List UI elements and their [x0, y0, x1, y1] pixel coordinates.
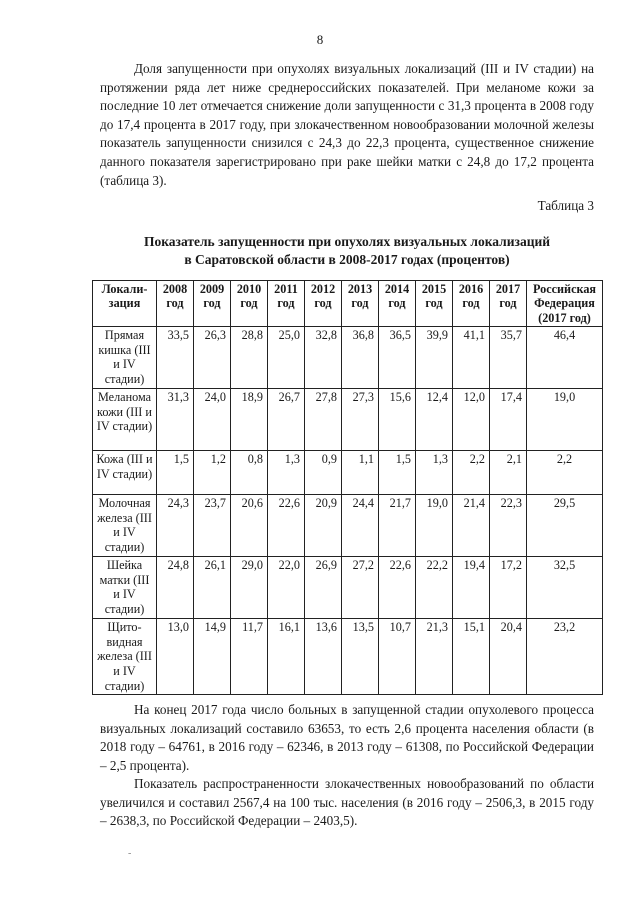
rf-value-cell: 19,0	[527, 389, 603, 451]
localization-cell: Молочная железа (III и IV стадии)	[93, 495, 157, 557]
paragraph-neglect-share: Доля запущенности при опухолях визуальных локализаций (III и IV стадии) на протяжении ряда лет ниже среднероссийских показателей. При меланоме кожи за последние 10 лет отмечается снижение доли запущенности с 31,3 процента в 2008 году до 17,4 процента в 2017 году, при злокачественном новообразовании молочной железы показатель запущенности снизился с 24,3 до 22,3 процента, существенное снижение данного показателя зарегистрировано при раке шейки матки с 24,8 до 17,2 процента (таблица 3).	[100, 61, 594, 188]
header-year: 2014 год	[379, 281, 416, 327]
table-row	[93, 389, 603, 451]
localization-cell: Меланома кожи (III и IV стадии)	[93, 389, 157, 451]
table-header-row	[93, 281, 603, 327]
localization-cell: Кожа (III и IV стадии)	[93, 451, 157, 495]
value-cell: 17,4	[490, 389, 527, 451]
header-year: 2011 год	[268, 281, 305, 327]
value-cell: 36,8	[342, 327, 379, 389]
localization-cell: Щито-видная железа (III и IV стадии)	[93, 619, 157, 695]
value-cell: 22,0	[268, 557, 305, 619]
value-cell: 20,6	[231, 495, 268, 557]
value-cell: 24,4	[342, 495, 379, 557]
rf-value-cell: 29,5	[527, 495, 603, 557]
value-cell: 14,9	[194, 619, 231, 695]
value-cell: 13,6	[305, 619, 342, 695]
header-year: 2017 год	[490, 281, 527, 327]
header-localization: Локали-зация	[93, 281, 157, 327]
value-cell: 0,9	[305, 451, 342, 495]
value-cell: 21,4	[453, 495, 490, 557]
rf-value-cell: 46,4	[527, 327, 603, 389]
value-cell: 17,2	[490, 557, 527, 619]
value-cell: 2,1	[490, 451, 527, 495]
value-cell: 11,7	[231, 619, 268, 695]
value-cell: 15,1	[453, 619, 490, 695]
value-cell: 1,2	[194, 451, 231, 495]
value-cell: 1,1	[342, 451, 379, 495]
value-cell: 24,3	[157, 495, 194, 557]
table-title-line-1: Показатель запущенности при опухолях визуальных локализаций	[143, 234, 551, 249]
value-cell: 10,7	[379, 619, 416, 695]
value-cell: 19,4	[453, 557, 490, 619]
value-cell: 27,2	[342, 557, 379, 619]
header-year: 2012 год	[305, 281, 342, 327]
header-year: 2016 год	[453, 281, 490, 327]
value-cell: 31,3	[157, 389, 194, 451]
value-cell: 22,6	[268, 495, 305, 557]
paragraph-neglected-patients: На конец 2017 года число больных в запущенной стадии опухолевого процесса визуальных локализаций составило 63653, то есть 2,6 процента населения области (в 2018 году – 64761, в 2016 году – 62346, в 2013 году – 61308, по Российской Федерации – 2,5 процента).	[100, 702, 594, 773]
value-cell: 22,6	[379, 557, 416, 619]
table-row	[93, 557, 603, 619]
rf-value-cell: 23,2	[527, 619, 603, 695]
value-cell: 0,8	[231, 451, 268, 495]
rf-value-cell: 32,5	[527, 557, 603, 619]
header-russian-federation: Российская Федерация (2017 год)	[527, 281, 603, 327]
table-label: Таблица 3	[537, 198, 594, 213]
value-cell: 23,7	[194, 495, 231, 557]
value-cell: 26,1	[194, 557, 231, 619]
value-cell: 22,3	[490, 495, 527, 557]
value-cell: 13,5	[342, 619, 379, 695]
value-cell: 33,5	[157, 327, 194, 389]
value-cell: 1,3	[268, 451, 305, 495]
page-number: 8	[316, 32, 324, 47]
stray-mark: -	[128, 848, 132, 859]
value-cell: 36,5	[379, 327, 416, 389]
paragraph-prevalence: Показатель распространенности злокачественных новообразований по области увеличился и составил 2567,4 на 100 тыс. населения (в 2016 году – 2506,3, в 2015 году – 2638,3, по Российской Федерации – 2403,5).	[100, 776, 594, 829]
value-cell: 28,8	[231, 327, 268, 389]
value-cell: 18,9	[231, 389, 268, 451]
localization-cell: Шейка матки (III и IV стадии)	[93, 557, 157, 619]
value-cell: 24,8	[157, 557, 194, 619]
value-cell: 20,9	[305, 495, 342, 557]
value-cell: 12,4	[416, 389, 453, 451]
header-year: 2008 год	[157, 281, 194, 327]
value-cell: 41,1	[453, 327, 490, 389]
value-cell: 12,0	[453, 389, 490, 451]
table-row	[93, 451, 603, 495]
value-cell: 26,3	[194, 327, 231, 389]
value-cell: 27,3	[342, 389, 379, 451]
value-cell: 1,3	[416, 451, 453, 495]
header-year: 2010 год	[231, 281, 268, 327]
header-year: 2015 год	[416, 281, 453, 327]
value-cell: 26,7	[268, 389, 305, 451]
value-cell: 2,2	[453, 451, 490, 495]
value-cell: 21,7	[379, 495, 416, 557]
value-cell: 35,7	[490, 327, 527, 389]
localization-cell: Прямая кишка (III и IV стадии)	[93, 327, 157, 389]
value-cell: 16,1	[268, 619, 305, 695]
value-cell: 19,0	[416, 495, 453, 557]
value-cell: 1,5	[379, 451, 416, 495]
value-cell: 22,2	[416, 557, 453, 619]
value-cell: 39,9	[416, 327, 453, 389]
value-cell: 25,0	[268, 327, 305, 389]
neglect-rate-table	[92, 280, 603, 695]
table-row	[93, 495, 603, 557]
value-cell: 32,8	[305, 327, 342, 389]
value-cell: 13,0	[157, 619, 194, 695]
value-cell: 15,6	[379, 389, 416, 451]
value-cell: 20,4	[490, 619, 527, 695]
table-row	[93, 327, 603, 389]
value-cell: 1,5	[157, 451, 194, 495]
value-cell: 21,3	[416, 619, 453, 695]
rf-value-cell: 2,2	[527, 451, 603, 495]
table-title-line-2: в Саратовской области в 2008-2017 годах (процентов)	[184, 252, 510, 267]
value-cell: 24,0	[194, 389, 231, 451]
table-row	[93, 619, 603, 695]
value-cell: 26,9	[305, 557, 342, 619]
value-cell: 27,8	[305, 389, 342, 451]
header-year: 2013 год	[342, 281, 379, 327]
header-year: 2009 год	[194, 281, 231, 327]
table-title	[100, 233, 594, 269]
value-cell: 29,0	[231, 557, 268, 619]
